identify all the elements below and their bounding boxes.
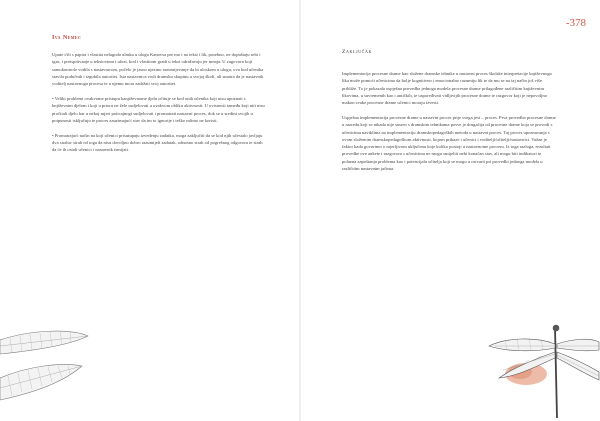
right-paragraph-1: Implementacija procesne drame kao složene dramske tehnike u nastavni proces školske interpretacije književnoga lika može pomoći učenicima da bolje kognitivno i emocionalno razumiju lik te da mu se na taj način još više približe. To je pokazala uspješna provedba jednoga modela procesne drame prilagođene različitim književnim likovima, u suvremenih kao i antičkih, te uspoređivati vidljivijih procesne drame te razgovor koji je nepovoljno makon svake procesne drame učenici moraju izvesti. bbox=[342, 71, 552, 106]
section-title: Zaključak bbox=[342, 49, 372, 55]
right-paragraph-2: Uspješna implementacija procesne drame u nastavni proces prije svega jest – proces. Prva provedba procesne drame u razredu koji se nikada nije susreo s dramskim tehnikama posve je drugačija od procesne drame kojа se provodi s učenicima naviklima na implementaciju dramskopedagoških metoda u nastavni proces. Taj proces upoznavanja s ovom složenom dramskopedagoškom aktivnosti, kojom prikaze i učenici i voditelji/učitelji/nastavnici. Važan je faktor kada govorimo o mjerljivom uključenu koje koliko postoji u nastavnome procesu. Iz toga razloga, rezultati provedbe ove ankete i razgovora s učenicima ne mogu smijeliti nebi konačan stav, ali mogu biti indikatori te polazna zapoštanja problema kao i potencijalu učitelja koji se mogu u ostvarti pri provedbi jednoga modela u različitim nastavnim jačima. bbox=[342, 114, 556, 172]
left-text-column bbox=[52, 51, 265, 161]
page-number: -378 bbox=[565, 17, 586, 29]
left-page bbox=[0, 0, 299, 421]
left-paragraph-3: • Promatrajući način na koji učenici prisutupaju izvedenju zadatka, moga zaključiti da se kod njih učestalo javljaju dva straha: strah od toga da nisu dovoljno dobro razumijeli zadatak, odnosno strah od pogrešnog odgovora te strah da će ih ostali učenici i nastavnik ismijati. bbox=[52, 132, 263, 153]
author-name: Iva Nemec bbox=[52, 34, 82, 41]
dragonfly-icon bbox=[485, 318, 600, 421]
left-paragraph-1: Upute i/ili s papira i vlastita nelagoda ulaska u ulogu Kanovsa pre mo i na tekst i lik, posebno, ne dopuštaju sebi i igru, i preispitivanje u tekstovima i ulozi, kod i vlastitom gradi u tekst odražavaju jer mnaja. U zagovoru koji samokontrole vodila s nastavnicom, počelo je jasno njezino razumijevanje da bi uloskom u ulogu, ova kod učenika stavila podučnih i izgubila autoritet. Ista nastavnica vodi dramsku skupinu u svojoj školi, ali smatra da je nastavnik voditelj nastavnoga procesa te u njemu mora zadržati svoj autoritet. bbox=[52, 52, 264, 87]
dragonfly-wing-icon bbox=[0, 300, 90, 421]
right-text-column bbox=[342, 70, 556, 180]
left-paragraph-2: • Veliki problemi ovakvome pristupu kanjiževnome djelu očituje se kod onih učenika koji nisu upoznati s književnim djelom i koji u prioru ne žele sudjelovati u ovakvom obliku aktivnosti. U ovisnosti između koji niti nisu pročitali djelo bar u nekoj mjeri poticajnogi sudjelovati i promatrati nastavni proces, dok se u sredini svojih u potpunosti isključuju te proces zauzimajući stav da im to ignorije i teško mlimo ne koristi. bbox=[52, 95, 265, 123]
